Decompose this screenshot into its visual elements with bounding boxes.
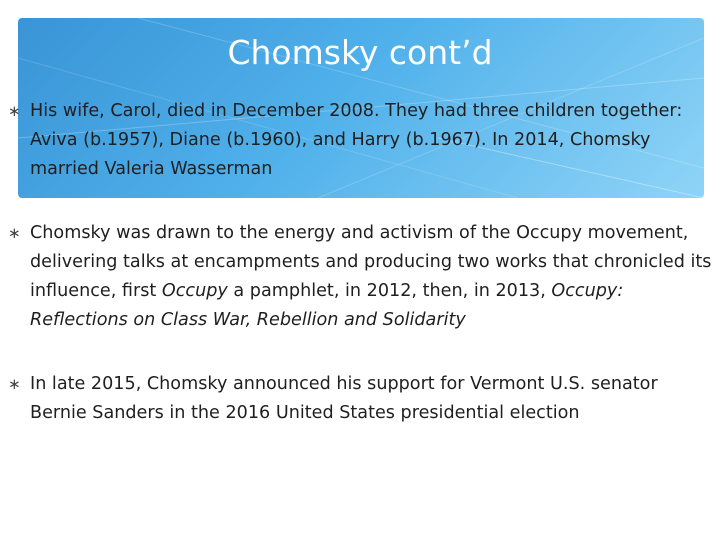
bullet-text: Chomsky was drawn to the energy and activism of the Occupy movement, delivering talks at encampments and producing two works that chronicled its influence, first <box>30 223 712 301</box>
bullet-text: a pamphlet, in 2012, then, in 2013, <box>227 281 552 301</box>
bullet-marker: ∗ <box>8 224 21 242</box>
bullet-marker: ∗ <box>8 375 21 393</box>
bullet-item <box>8 97 716 184</box>
bullet-text: In late 2015, Chomsky announced his support for Vermont U.S. senator Bernie Sanders in the 2016 United States presidential election <box>30 374 658 423</box>
italic-title-text: Occupy: Reflections on Class War, Rebellion and Solidarity <box>30 281 624 330</box>
bullet-marker: ∗ <box>8 102 21 120</box>
bullet-text: His wife, Carol, died in December 2008. They had three children together: Aviva (b.1957), Diane (b.1960), and Harry (b.1967). In 2014, Chomsky married Valeria Wasserman <box>30 101 683 179</box>
slide-title: Chomsky cont’d <box>227 33 493 72</box>
bullet-item <box>8 219 716 335</box>
italic-title-text: Occupy <box>161 281 228 301</box>
bullet-list <box>8 97 716 463</box>
bullet-item <box>8 370 716 428</box>
